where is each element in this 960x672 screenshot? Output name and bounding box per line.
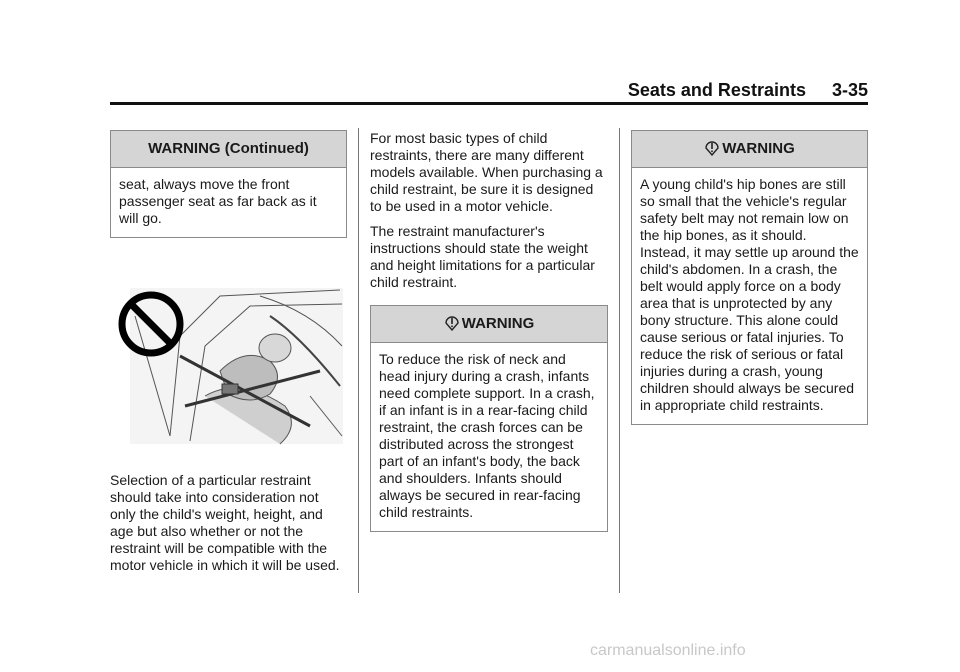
column-2: [370, 130, 608, 532]
header-rule: [110, 102, 868, 105]
chapter-title: Seats and Restraints: [627, 80, 806, 100]
manufacturer-paragraph: The restraint manufacturer's instructions should state the weight and height limitations for a particular child restraint.: [370, 223, 595, 290]
warning-title: WARNING: [722, 140, 795, 157]
selection-paragraph: Selection of a particular restraint should take into consideration not only the child's weight, height, and age but also whether or not the restraint will be compatible with the motor vehicle in which it will be used.: [110, 472, 340, 573]
illustration-infant-seat: [110, 276, 347, 448]
column-1: [110, 130, 347, 582]
warning-text: A young child's hip bones are still so small that the vehicle's regular safety belt may not remain low on the hip bones, as it should. Instead, it may settle up around the child's abdomen. In a crash, the belt would apply force on a body area that is unprotected by any bony structure. This alone could cause serious or fatal injuries. To reduce the risk of serious or fatal injuries during a crash, young children should always be secured in appropriate child restraints.: [640, 176, 859, 413]
warning-box-hip-bones: [631, 130, 868, 425]
warning-continued-box: [110, 130, 347, 238]
column-3: [631, 130, 868, 425]
warning-icon: [704, 140, 720, 156]
watermark: carmanualsonline.info: [590, 642, 746, 659]
column-divider: [358, 128, 359, 593]
warning-text: To reduce the risk of neck and head injury during a crash, infants need complete support. In a crash, if an infant is in a rear-facing child restraint, the crash forces can be distributed across the strongest part of an infant's body, the back and shoulders. Infants should always be secured in rear-facing child restraints.: [379, 351, 595, 520]
page-header: [110, 80, 868, 102]
warning-heading: WARNING (Continued): [111, 131, 346, 168]
warning-title: WARNING: [461, 315, 535, 332]
basic-types-paragraph: For most basic types of child restraints, there are many different models available. When purchasing a child restraint, be sure it is designed to be used in a motor vehicle.: [370, 130, 603, 214]
warning-heading: [632, 131, 867, 168]
warning-text: seat, always move the front passenger seat as far back as it will go.: [119, 176, 317, 226]
warning-box-infants: [370, 305, 608, 532]
warning-heading: [371, 306, 607, 343]
page-number: 3-35: [831, 80, 868, 100]
column-divider: [619, 128, 620, 593]
warning-icon: [444, 315, 460, 331]
car-interior-illustration: [130, 288, 343, 444]
